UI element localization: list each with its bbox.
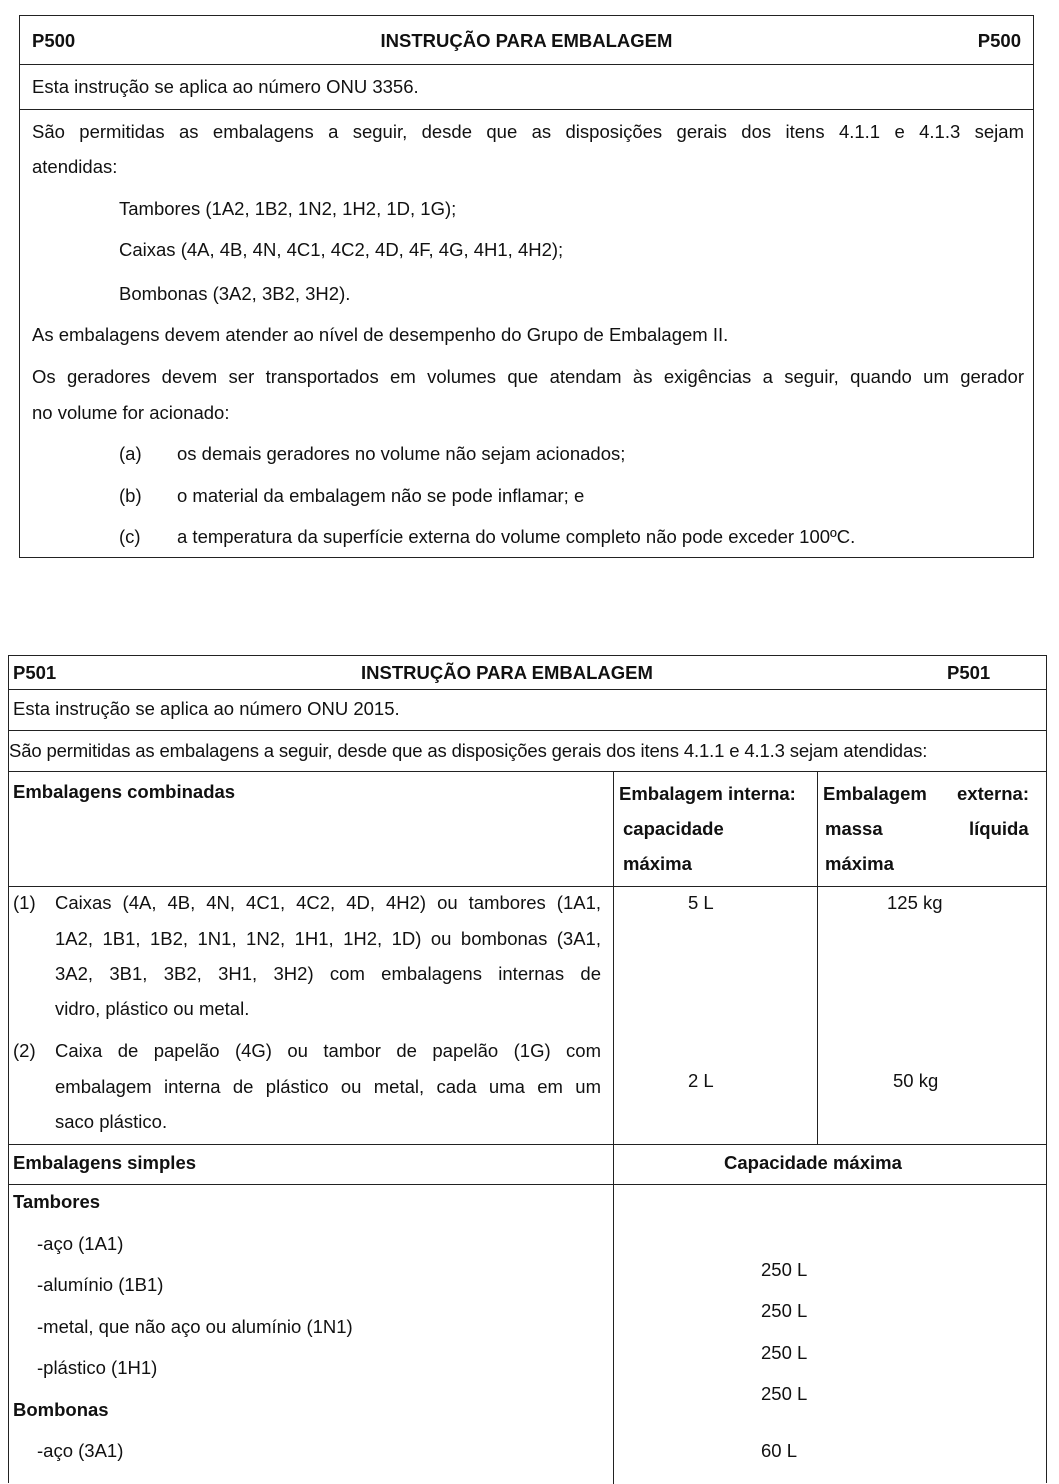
p501-rule bbox=[9, 730, 1046, 731]
p501-drum-item: -aço (1A1) bbox=[37, 1233, 124, 1254]
p500-condition-label: (c) bbox=[119, 526, 141, 547]
p501-drum-capacity: 250 L bbox=[761, 1259, 808, 1280]
p501-combined-header: Embalagens combinadas bbox=[13, 781, 236, 802]
p500-intro-line1: São permitidas as embalagens a seguir, desde que as disposições gerais dos itens 4.1.1 e 4.1.3 sejam bbox=[32, 121, 1024, 142]
p501-row-text: 1A2, 1B1, 1B2, 1N1, 1N2, 1H1, 1H2, 1D) ou bombonas (3A1, bbox=[55, 928, 601, 949]
p501-drum-capacity: 250 L bbox=[761, 1300, 808, 1321]
p501-rule bbox=[9, 771, 1046, 772]
p501-inner-header: capacidade bbox=[623, 818, 724, 839]
p501-outer-header: líquida bbox=[969, 818, 1029, 839]
p501-jerrican-item: -aço (3A1) bbox=[37, 1440, 124, 1461]
p501-jerrican-capacity: 60 L bbox=[761, 1440, 798, 1461]
p500-applies-text: Esta instrução se aplica ao número ONU 3356. bbox=[32, 76, 419, 97]
p500-code-left: P500 bbox=[32, 30, 76, 51]
p501-applies-text: Esta instrução se aplica ao número ONU 2015. bbox=[13, 698, 400, 719]
p501-single-header: Embalagens simples bbox=[13, 1152, 197, 1173]
p501-drums-title: Tambores bbox=[13, 1191, 101, 1212]
p501-inner-capacity: 2 L bbox=[688, 1070, 714, 1091]
p500-packaging-drums: Tambores (1A2, 1B2, 1N2, 1H2, 1D, 1G); bbox=[119, 198, 457, 219]
p501-title: INSTRUÇÃO PARA EMBALAGEM bbox=[361, 662, 653, 683]
p501-outer-header: massa bbox=[825, 818, 883, 839]
p500-code-right: P500 bbox=[977, 30, 1021, 51]
p501-box bbox=[8, 655, 1047, 1483]
p501-drum-capacity: 250 L bbox=[761, 1342, 808, 1363]
p500-packaging-boxes: Caixas (4A, 4B, 4N, 4C1, 4C2, 4D, 4F, 4G, 4H1, 4H2); bbox=[119, 239, 564, 260]
p500-generators-line2: no volume for acionado: bbox=[32, 402, 230, 423]
p500-condition-label: (a) bbox=[119, 443, 142, 464]
p500-performance-text: As embalagens devem atender ao nível de desempenho do Grupo de Embalagem II. bbox=[32, 324, 729, 345]
p500-box bbox=[19, 15, 1034, 558]
p500-condition-text: o material da embalagem não se pode inflamar; e bbox=[177, 485, 585, 506]
p501-jerricans-title: Bombonas bbox=[13, 1399, 109, 1420]
p501-drum-item: -alumínio (1B1) bbox=[37, 1274, 164, 1295]
p501-rule bbox=[9, 689, 1046, 690]
p501-rule bbox=[9, 1144, 1046, 1145]
p500-applies-row bbox=[20, 65, 1033, 110]
p501-outer-header: Embalagem bbox=[823, 783, 927, 804]
p501-drum-item: -plástico (1H1) bbox=[37, 1357, 158, 1378]
p500-intro-line2: atendidas: bbox=[32, 156, 118, 177]
p501-code-left: P501 bbox=[13, 662, 57, 683]
p500-title: INSTRUÇÃO PARA EMBALAGEM bbox=[380, 30, 673, 51]
p501-outer-mass: 125 kg bbox=[887, 892, 943, 913]
p501-rule bbox=[9, 886, 1046, 887]
p501-capacity-header: Capacidade máxima bbox=[724, 1152, 902, 1173]
p501-row-text: vidro, plástico ou metal. bbox=[55, 998, 250, 1019]
p500-condition-text: os demais geradores no volume não sejam acionados; bbox=[177, 443, 626, 464]
p501-row-text: Caixas (4A, 4B, 4N, 4C1, 4C2, 4D, 4H2) ou tambores (1A1, bbox=[55, 892, 601, 913]
p501-outer-header: máxima bbox=[825, 853, 894, 874]
p501-drum-item: -metal, que não aço ou alumínio (1N1) bbox=[37, 1316, 353, 1337]
p501-outer-mass: 50 kg bbox=[893, 1070, 939, 1091]
p501-drum-capacity: 250 L bbox=[761, 1383, 808, 1404]
p501-column-rule bbox=[817, 771, 818, 1144]
p500-condition-label: (b) bbox=[119, 485, 142, 506]
p500-condition-text: a temperatura da superfície externa do volume completo não pode exceder 100ºC. bbox=[177, 526, 856, 547]
p500-header-row bbox=[20, 16, 1033, 65]
p501-code-right: P501 bbox=[947, 662, 991, 683]
p501-intro-text: São permitidas as embalagens a seguir, desde que as disposições gerais dos itens 4.1.1 e 4.1.3 sejam atendidas: bbox=[9, 740, 928, 761]
p501-inner-capacity: 5 L bbox=[688, 892, 714, 913]
p501-row-text: 3A2, 3B1, 3B2, 3H1, 3H2) com embalagens internas de bbox=[55, 963, 601, 984]
p501-rule bbox=[9, 1184, 1046, 1185]
p501-row-number: (2) bbox=[13, 1040, 36, 1061]
p501-outer-header: externa: bbox=[957, 783, 1029, 804]
p501-column-rule bbox=[613, 771, 614, 1484]
p501-row-text: Caixa de papelão (4G) ou tambor de papelão (1G) com bbox=[55, 1040, 601, 1061]
p501-inner-header: máxima bbox=[623, 853, 692, 874]
p501-inner-header: Embalagem interna: bbox=[619, 783, 796, 804]
p501-row-number: (1) bbox=[13, 892, 36, 913]
p500-generators-line1: Os geradores devem ser transportados em volumes que atendam às exigências a seguir, quando um gerador bbox=[32, 366, 1024, 387]
p500-packaging-jerricans: Bombonas (3A2, 3B2, 3H2). bbox=[119, 283, 351, 304]
p501-row-text: saco plástico. bbox=[55, 1111, 168, 1132]
p501-row-text: embalagem interna de plástico ou metal, cada uma em um bbox=[55, 1076, 601, 1097]
